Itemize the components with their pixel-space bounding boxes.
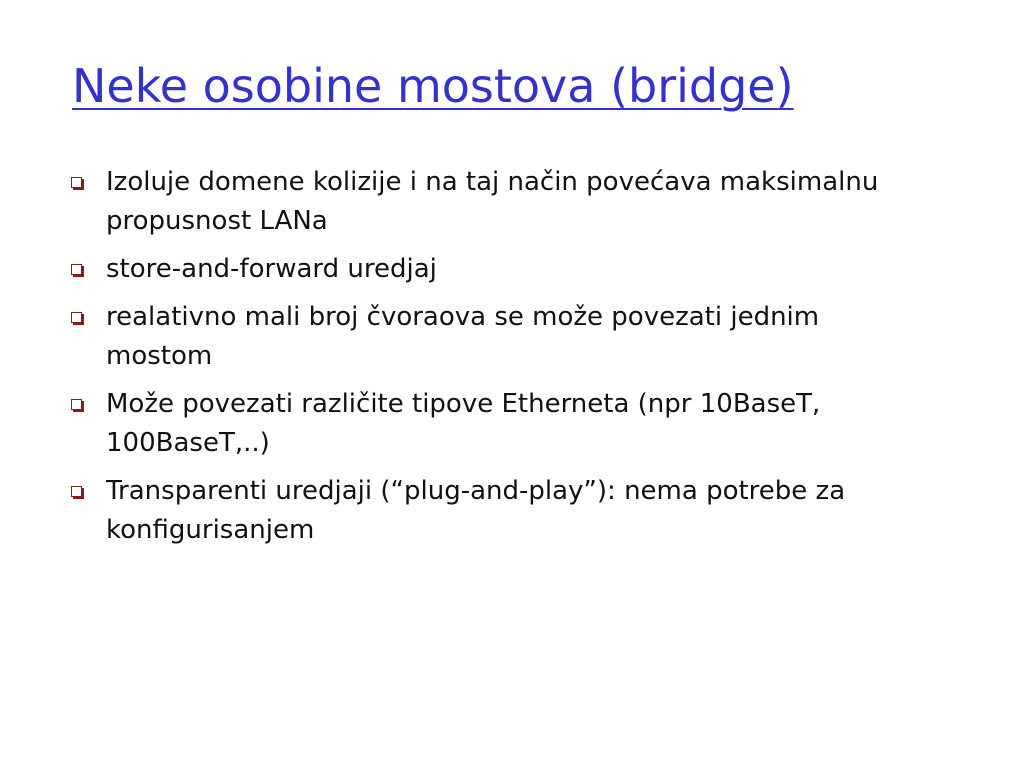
list-item [70, 298, 930, 376]
slide-title: Neke osobine mostova (bridge) [72, 59, 794, 113]
square-bullet-icon [71, 486, 82, 497]
bullet-text: Izoluje domene kolizije i na taj način povećava maksimalnu propusnost LANa [106, 167, 879, 236]
list-item [70, 472, 930, 550]
bullet-list [70, 163, 930, 559]
square-bullet-icon [71, 177, 82, 188]
bullet-text: Može povezati različite tipove Etherneta (npr 10BaseT, 100BaseT,..) [106, 389, 821, 458]
list-item [70, 250, 930, 289]
bullet-text: realativno mali broj čvoraova se može povezati jednim mostom [106, 302, 820, 371]
bullet-text: Transparenti uredjaji (“plug-and-play”): nema potrebe za konfigurisanjem [106, 476, 846, 545]
square-bullet-icon [71, 399, 82, 410]
square-bullet-icon [71, 264, 82, 275]
square-bullet-icon [71, 312, 82, 323]
bullet-text: store-and-forward uredjaj [106, 254, 437, 284]
list-item [70, 163, 930, 241]
list-item [70, 385, 930, 463]
